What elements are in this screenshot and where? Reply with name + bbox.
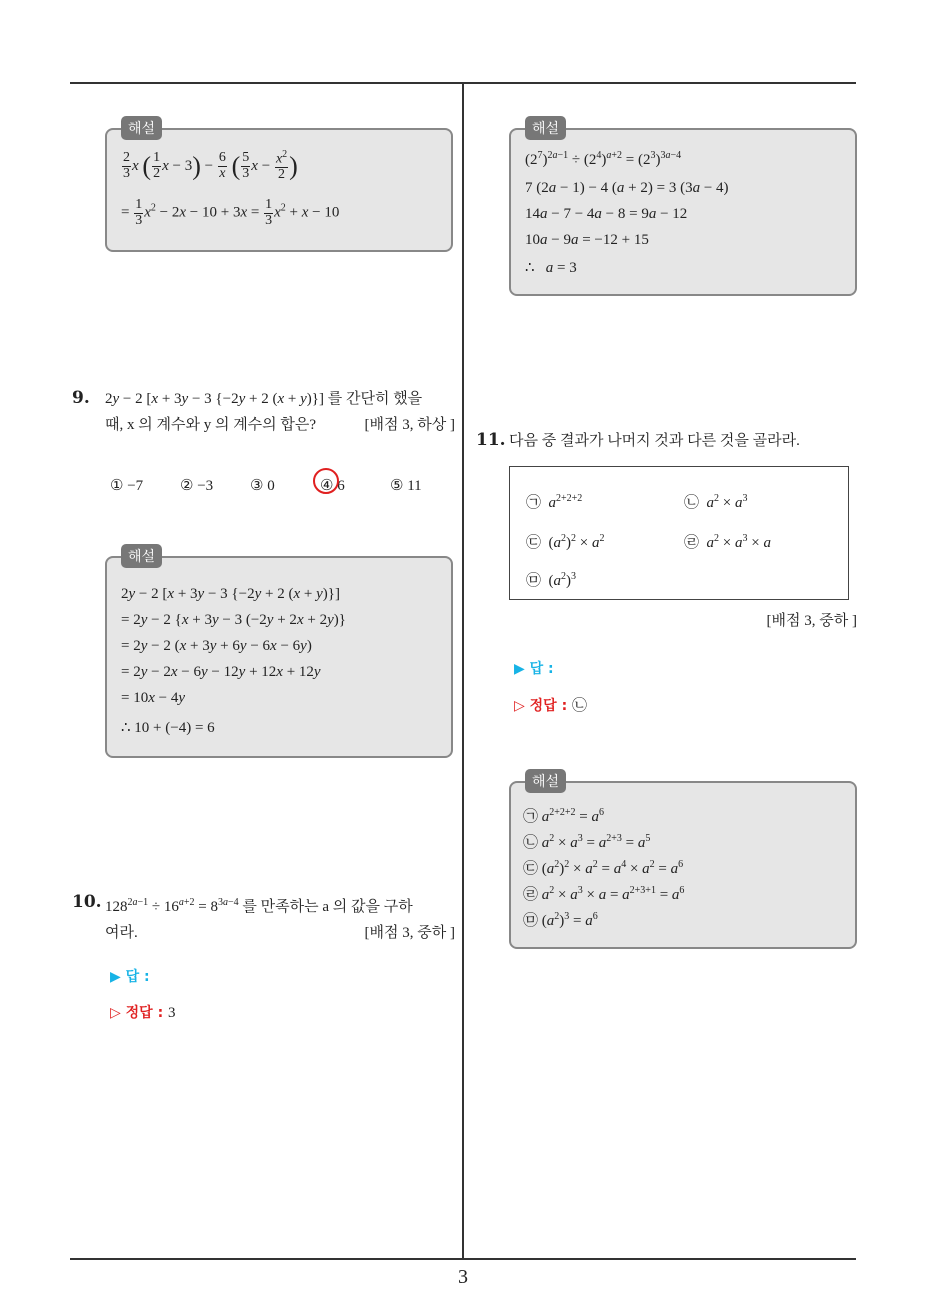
solution-line: ㉢ $(a^2)^2 \times a^2 = a^4 \times a^2 = a^6$ [523,859,684,877]
solution-line: = 10x − 4y [121,690,186,706]
answer-prompt: ▶ 답 : [514,661,554,677]
choice-1[interactable]: ① −7 [110,478,144,494]
correct-answer-label: ▷ 정답 : [110,1005,164,1021]
question-number: 10. [72,892,102,912]
solution-line: $(2^7)^{2a-1} \div (2^4)^{a+2} = (2^3)^{3a-4}$ [525,150,682,168]
solution-line: = $\frac{1}{3}$ $x^2 - 2x - 10 + 3x$ = $\frac{1}{3}$ $x^2 + x - 10$ [121,197,340,228]
score-label: [배점 3, 중하 ] [364,925,455,941]
correct-answer-value: 3 [168,1005,176,1021]
solution-line: 2y − 2 [x + 3y − 3 {−2y + 2 (x + y)}] [121,586,340,602]
solution-line: $\frac{2}{3}$ x ( $\frac{1}{2}$ x − 3) − $\frac{6}{x}$ ( $\frac{5}{3}$ x − $\frac{x^2}{2}$ ) [123,149,298,183]
solution-line: ㉣ $a^2 \times a^3 \times a = a^{2+3+1} = a^6$ [523,885,685,903]
choice-4[interactable]: ④ 6 [320,478,345,494]
option-e[interactable]: ㉤ $(a^2)^3$ [526,571,576,589]
question-text: 2y − 2 [x + 3y − 3 {−2y + 2 (x + y)}] 를 간단히 했을 때, x 의 계수와 y 의 계수의 합은? [배점 3, 하상 ] [105,386,455,438]
solution-line: 14a − 7 − 4a − 8 = 9a − 12 [525,206,688,222]
option-a[interactable]: ㉠ $a^{2+2+2}$ [526,493,583,511]
solution-box-q11 [509,774,857,949]
page-number: 3 [458,1266,468,1288]
correct-answer [514,694,587,715]
options-box [509,466,849,600]
solution-line: ㉠ $a^{2+2+2} = a^6$ [523,807,605,825]
solution-label: 해설 [525,769,566,793]
solution-label: 해설 [525,116,566,140]
solution-line: ∴ a = 3 [525,260,577,276]
question-text: $128^{2a-1} \div 16^{a+2} = 8^{3a-4}$ 를 만족하는 a 의 값을 구하 여라. [배점 3, 중하 ] [105,890,455,946]
solution-box-q9 [105,549,453,758]
choice-2[interactable]: ② −3 [180,478,214,494]
solution-line: = 2y − 2 {x + 3y − 3 (−2y + 2x + 2y)} [121,612,346,628]
choice-3[interactable]: ③ 0 [250,478,275,494]
solution-line: ∴ 10 + (−4) = 6 [121,720,215,736]
question-text-line1: 를 만족하는 a 의 값을 구하 [242,899,413,915]
score-label: [배점 3, 중하 ] [766,613,857,629]
question-text-line2: 여라. [105,925,138,941]
question-text-line1: 를 간단히 했을 [327,391,423,407]
option-c[interactable]: ㉢ $(a^2)^2 \times a^2$ [526,533,605,551]
option-d[interactable]: ㉣ $a^2 \times a^3 \times a$ [684,533,771,551]
answer-prompt: ▶ 답 : [110,969,150,985]
solution-label: 해설 [121,116,162,140]
correct-answer-value: ㉡ [572,698,588,714]
solution-line: ㉡ $a^2 \times a^3 = a^{2+3} = a^5$ [523,833,651,851]
solution-box-q8 [105,121,453,252]
solution-label: 해설 [121,544,162,568]
solution-line: 10a − 9a = −12 + 15 [525,232,649,248]
solution-line: ㉤ $(a^2)^3 = a^6$ [523,911,598,929]
column-divider [462,82,464,1260]
question-text-line2: 때, x 의 계수와 y 의 계수의 합은? [105,417,317,433]
question-number: 9. [72,388,90,408]
solution-line: = 2y − 2x − 6y − 12y + 12x + 12y [121,664,321,680]
question-number: 11. [476,430,506,450]
choice-5[interactable]: ⑤ 11 [390,478,422,494]
correct-answer-label: ▷ 정답 : [514,698,568,714]
solution-line: 7 (2a − 1) − 4 (a + 2) = 3 (3a − 4) [525,180,729,196]
option-b[interactable]: ㉡ $a^2 \times a^3$ [684,493,748,511]
selected-answer-circle [313,468,339,494]
bottom-rule [70,1258,856,1260]
correct-answer [110,1002,176,1022]
score-label: [배점 3, 하상 ] [364,417,455,433]
solution-line: = 2y − 2 (x + 3y + 6y − 6x − 6y) [121,638,312,654]
solution-box-q10 [509,121,857,296]
question-text: 다음 중 결과가 나머지 것과 다른 것을 골라라. [509,433,800,449]
